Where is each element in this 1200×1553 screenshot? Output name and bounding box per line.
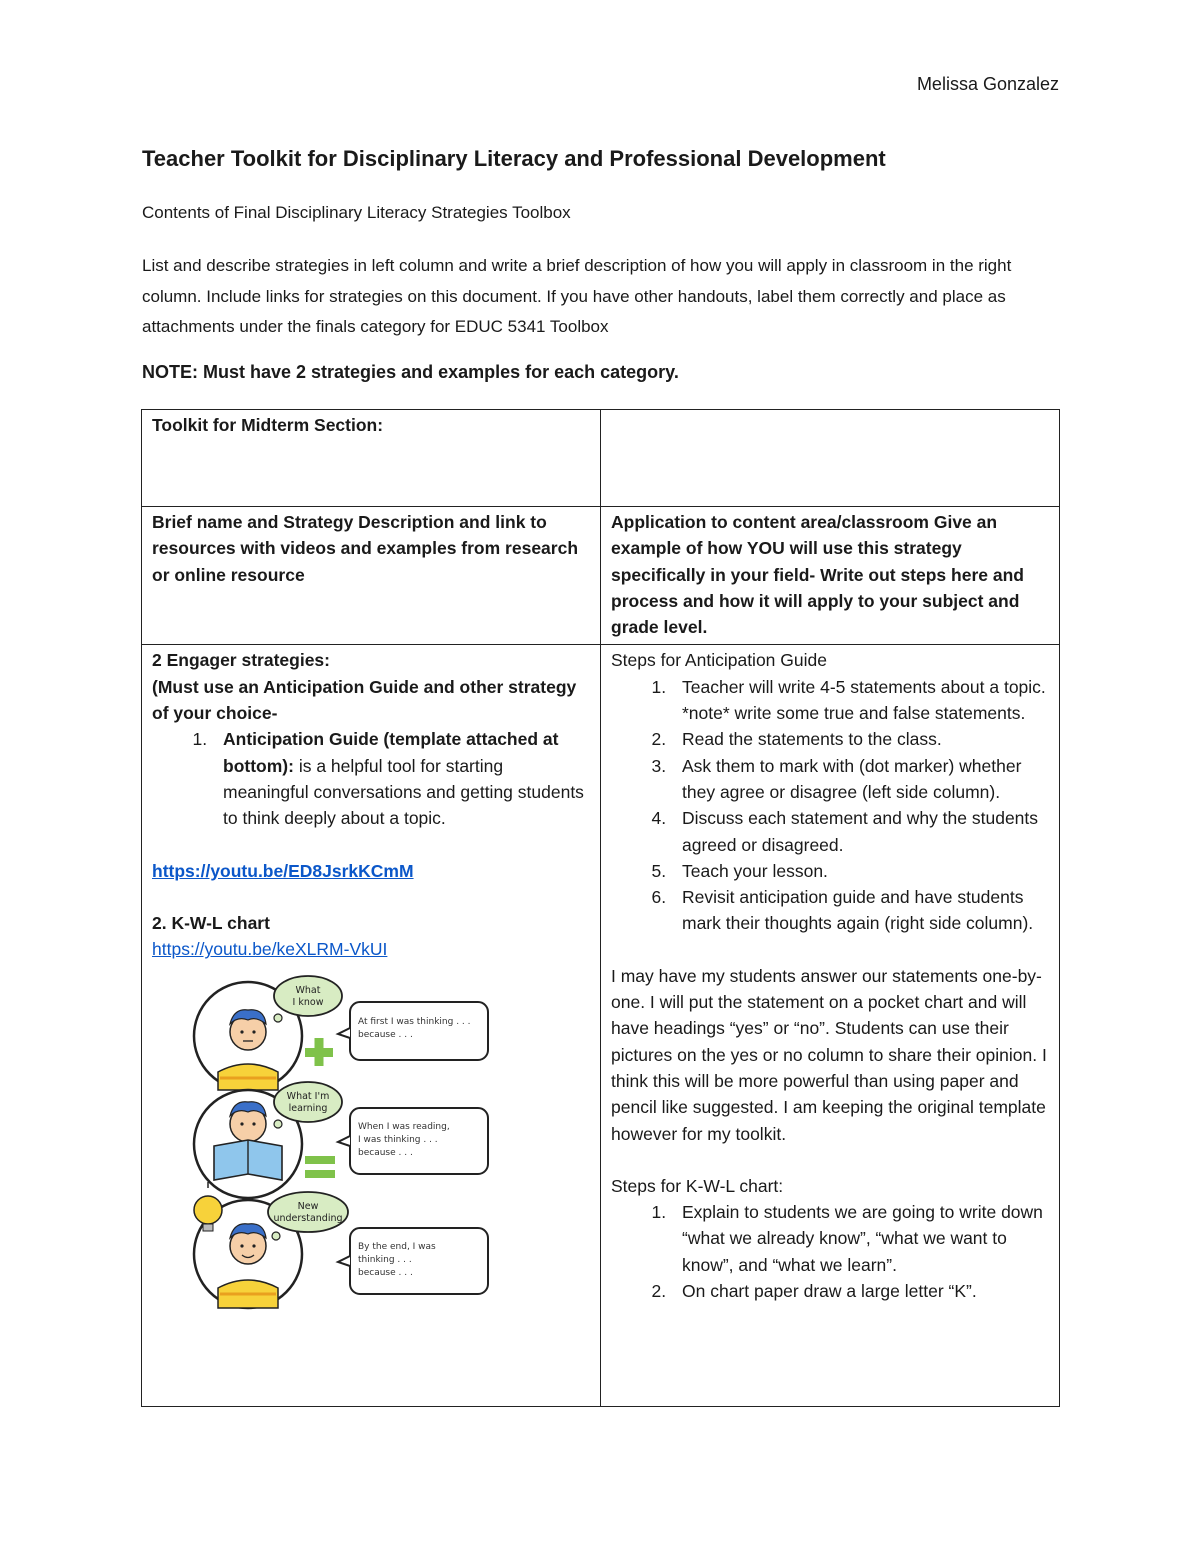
table-row	[142, 507, 1060, 645]
list-item: 2. On chart paper draw a large letter “K”.	[671, 1278, 1049, 1304]
list-item: 1. Explain to students we are going to write down “what we already know”, “what we want to know”, and “what we learn”.	[671, 1199, 1049, 1278]
section-title-cell: Toolkit for Midterm Section:	[142, 410, 601, 507]
list-item: 1. Teacher will write 4-5 statements about a topic. *note* write some true and false statements.	[671, 674, 1049, 727]
document-title: Teacher Toolkit for Disciplinary Literacy and Professional Development	[142, 146, 886, 171]
list-item: 4. Discuss each statement and why the students agreed or disagreed.	[671, 805, 1049, 858]
kwl-illustration	[190, 974, 500, 1314]
author-name: Melissa Gonzalez	[916, 74, 1059, 94]
speech2-line1: When I was reading,	[358, 1122, 450, 1133]
engager-subheading: (Must use an Anticipation Guide and other strategy of your choice-	[152, 676, 577, 724]
bubble3-line2: understanding	[273, 1213, 343, 1225]
speech2-line2: I was thinking . . .	[358, 1135, 438, 1146]
bubble1-line1: What	[295, 985, 321, 997]
kwl-chart-link[interactable]: https://youtu.be/keXLRM-VkUI	[152, 939, 388, 960]
list-item: 2. Read the statements to the class.	[671, 726, 1049, 752]
speech1-line1: At first I was thinking . . .	[358, 1017, 471, 1028]
strategy1-description: is a helpful tool for starting meaningful conversations and getting students to think deeply about a topic.	[223, 755, 584, 829]
speech3-line3: because . . .	[358, 1268, 413, 1279]
equals-icon	[305, 1156, 335, 1178]
list-item	[212, 726, 590, 831]
anticipation-guide-link[interactable]: https://youtu.be/ED8JsrkKCmM	[152, 860, 414, 881]
plus-icon	[305, 1038, 333, 1066]
engager-heading: 2 Engager strategies:	[152, 650, 330, 671]
speech-box-3	[338, 1228, 488, 1294]
right-column-header: Application to content area/classroom Give an example of how YOU will use this strategy specifically in your field- Write out steps here and process and how it will apply to your subject and grade level.	[601, 507, 1060, 645]
speech2-line3: because . . .	[358, 1148, 413, 1159]
instructions-paragraph: List and describe strategies in left column and write a brief description of how you will apply in classroom in the right column. Include links for strategies on this document. If you have other handouts, label them correctly and place as attachments under the finals category for EDUC 5341 Toolbox	[142, 256, 1012, 336]
empty-cell	[601, 410, 1060, 507]
bubble2-line1: What I'm	[286, 1091, 330, 1103]
anticipation-steps-list	[611, 674, 1049, 937]
strategy2-name: 2. K-W-L chart	[152, 912, 270, 933]
kwl-steps-list	[611, 1199, 1049, 1304]
strategies-cell	[142, 645, 601, 1407]
speech-box-1	[338, 1002, 488, 1060]
speech3-line2: thinking . . .	[358, 1255, 412, 1266]
list-item: 6. Revisit anticipation guide and have students mark their thoughts again (right side column).	[671, 884, 1049, 937]
kwl-steps-heading: Steps for K-W-L chart:	[611, 1175, 784, 1196]
bubble2-line2: learning	[288, 1103, 328, 1115]
speech3-line1: By the end, I was	[358, 1242, 436, 1253]
list-item: 3. Ask them to mark with (dot marker) whether they agree or disagree (left side column).	[671, 753, 1049, 806]
bubble1-line2: I know	[292, 997, 324, 1009]
list-item: 5. Teach your lesson.	[671, 858, 1049, 884]
note-text: NOTE: Must have 2 strategies and examples for each category.	[142, 362, 679, 382]
speech-box-2	[338, 1108, 488, 1174]
anticipation-steps-heading: Steps for Anticipation Guide	[611, 650, 827, 671]
strategy-list	[152, 726, 590, 831]
strategy1-name: Anticipation Guide (template attached at bottom):	[223, 729, 559, 776]
left-column-header: Brief name and Strategy Description and link to resources with videos and examples from research or online resource	[142, 507, 601, 645]
document-subtitle: Contents of Final Disciplinary Literacy Strategies Toolbox	[142, 203, 571, 222]
application-paragraph: I may have my students answer our statements one-by-one. I will put the statement on a pocket chart and will have headings “yes” or “no”. Students can use their pictures on the yes or no column to share their opinion. I think this will be more powerful than using paper and pencil like suggested. I am keeping the original template however for my toolkit.	[611, 965, 1047, 1144]
table-row	[142, 410, 1060, 507]
speech1-line2: because . . .	[358, 1030, 413, 1041]
toolkit-table	[141, 409, 1060, 1407]
table-row	[142, 645, 1060, 1407]
bubble3-line1: New	[297, 1201, 319, 1213]
application-cell	[601, 645, 1060, 1407]
